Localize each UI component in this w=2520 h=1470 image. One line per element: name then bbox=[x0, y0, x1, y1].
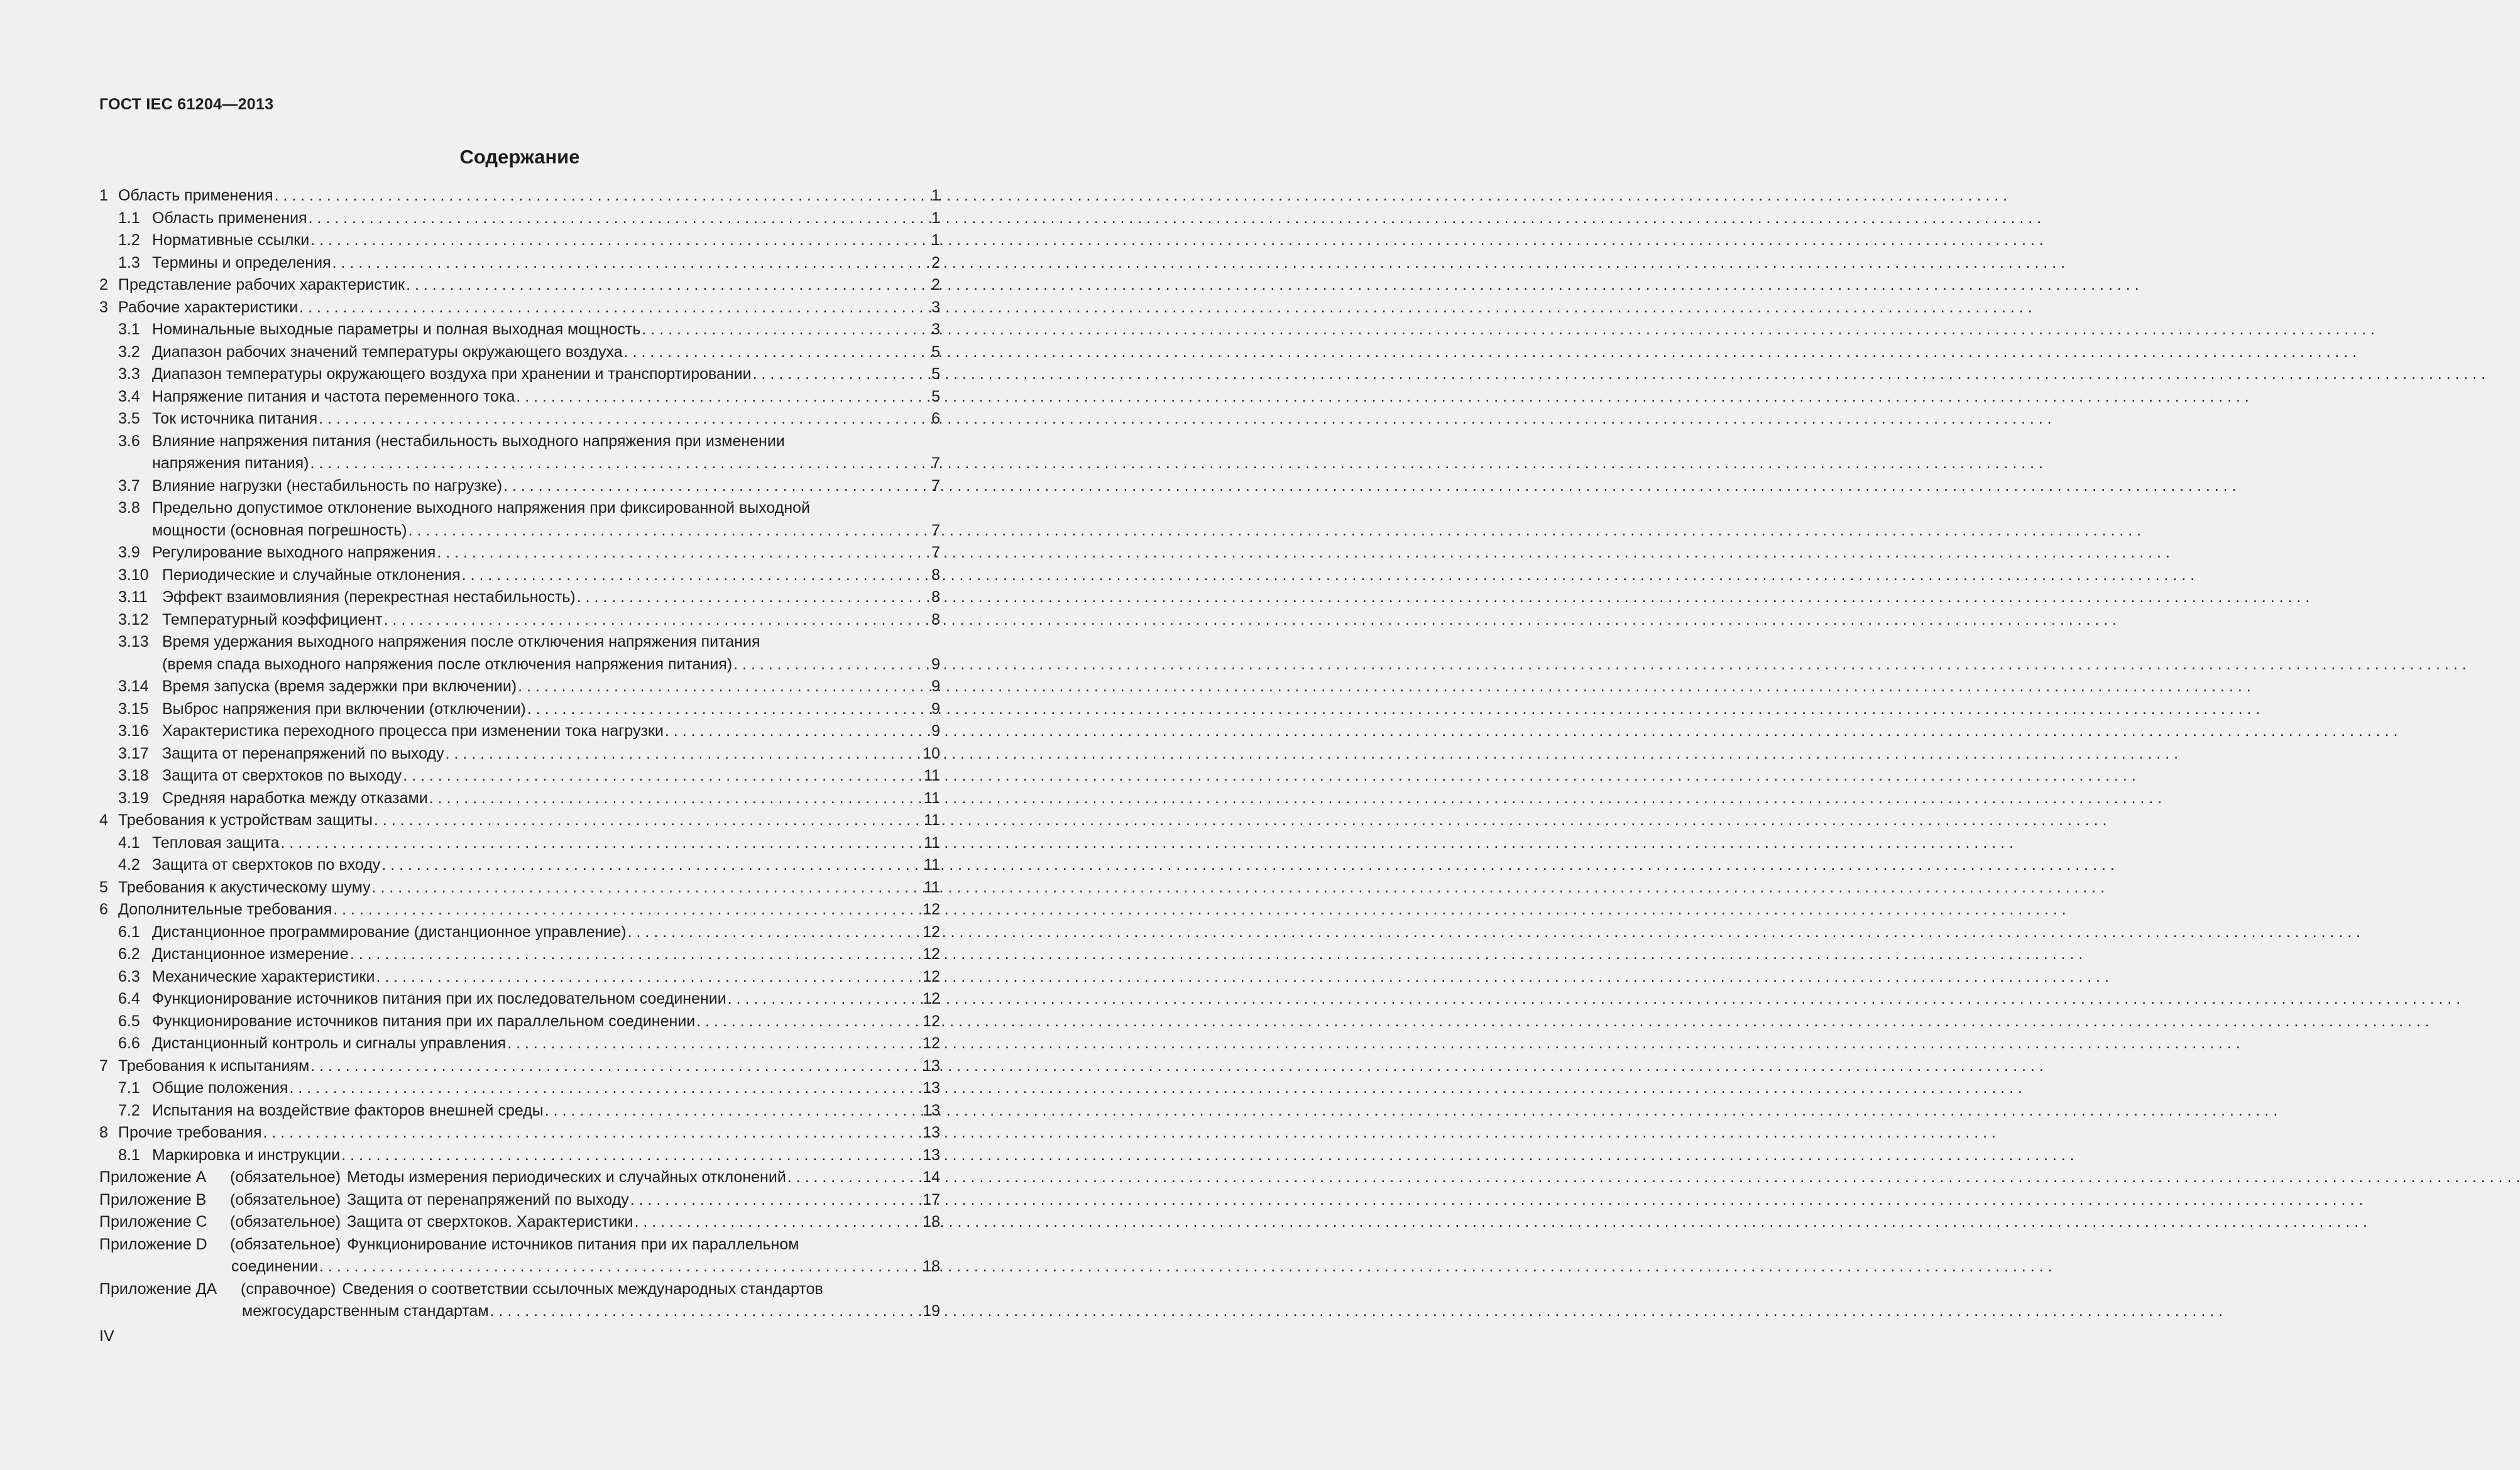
appendix-kind: (обязательное) bbox=[230, 1213, 341, 1231]
dot-leader bbox=[309, 229, 930, 252]
toc-entry-title: Температурный коэффициент bbox=[162, 610, 383, 628]
appendix-kind: (обязательное) bbox=[230, 1168, 341, 1186]
page-number: IV bbox=[99, 1327, 114, 1345]
appendix-label: Приложение А bbox=[99, 1168, 207, 1186]
toc-entry-page: 11 bbox=[924, 789, 940, 807]
dot-leader bbox=[544, 1100, 921, 1122]
toc-entry-page: 12 bbox=[923, 945, 940, 963]
toc-entry-number: 4 bbox=[99, 811, 108, 829]
toc-entry-page: 1 bbox=[931, 231, 940, 249]
dot-leader bbox=[318, 1256, 921, 1278]
dot-leader bbox=[428, 787, 923, 810]
toc-entry-title: Прочие требования bbox=[118, 1124, 262, 1141]
toc-entry-number: 3.4 bbox=[118, 387, 140, 405]
toc-entry-page: 13 bbox=[923, 1124, 940, 1141]
toc-entry-title: Требования к устройствам защиты bbox=[118, 811, 373, 829]
dot-leader bbox=[752, 363, 930, 386]
toc-entry-page: 13 bbox=[923, 1056, 940, 1075]
toc-entry[interactable] bbox=[99, 586, 940, 609]
dot-leader bbox=[502, 475, 930, 498]
toc-entry-page: 1 bbox=[931, 187, 940, 204]
toc-entry-title: Требования к акустическому шуму bbox=[118, 878, 371, 896]
appendix-title-line1: Функционирование источников питания при их параллельном bbox=[347, 1235, 799, 1253]
dot-leader bbox=[627, 921, 922, 944]
toc-entry-number: 3.16 bbox=[118, 722, 149, 740]
toc-entry-title: Требования к испытаниям bbox=[118, 1056, 310, 1075]
toc-entry-page: 11 bbox=[924, 878, 940, 896]
toc-entry[interactable] bbox=[99, 229, 940, 252]
toc-entry[interactable] bbox=[99, 1100, 940, 1122]
toc-entry-number: 1.3 bbox=[118, 253, 140, 272]
toc-entry-title: Защита от сверхтоков по входу bbox=[152, 856, 381, 874]
dot-leader bbox=[349, 943, 921, 966]
toc-entry-page: 2 bbox=[931, 253, 940, 272]
toc-entry-title-line2: мощности (основная погрешность) bbox=[152, 521, 407, 539]
appendix-entry[interactable] bbox=[99, 1166, 940, 1189]
table-of-contents bbox=[99, 185, 940, 1323]
dot-leader bbox=[317, 408, 930, 431]
toc-entry[interactable] bbox=[99, 386, 940, 409]
toc-entry-page: 1 bbox=[931, 209, 940, 227]
toc-entry-title: Тепловая защита bbox=[152, 833, 280, 852]
toc-entry[interactable] bbox=[99, 1011, 940, 1033]
toc-entry[interactable] bbox=[99, 877, 940, 899]
dot-leader bbox=[407, 520, 931, 542]
appendix-label: Приложение В bbox=[99, 1190, 207, 1209]
dot-leader bbox=[371, 877, 923, 899]
toc-entry-title: Номинальные выходные параметры и полная выходная мощность bbox=[152, 321, 641, 338]
appendix-entry[interactable] bbox=[99, 1234, 940, 1278]
toc-entry-page: 8 bbox=[931, 566, 940, 584]
toc-entry[interactable] bbox=[99, 1077, 940, 1100]
toc-entry-number: 4.1 bbox=[118, 833, 140, 852]
toc-entry[interactable] bbox=[99, 921, 940, 944]
toc-entry-number: 6.2 bbox=[118, 945, 140, 963]
toc-entry[interactable] bbox=[99, 676, 940, 698]
appendix-title-line1: Сведения о соответствии ссылочных международных стандартов bbox=[342, 1280, 823, 1298]
toc-entry-page: 2 bbox=[931, 276, 940, 293]
toc-entry-title: Эффект взаимовлияния (перекрестная нестабильность) bbox=[162, 588, 576, 606]
toc-entry-number: 6 bbox=[99, 901, 108, 918]
toc-entry-page: 12 bbox=[923, 1034, 940, 1052]
toc-entry-title: Рабочие характеристики bbox=[118, 298, 299, 316]
document-code: ГОСТ IEC 61204—2013 bbox=[99, 96, 274, 113]
toc-entry[interactable] bbox=[99, 787, 940, 810]
toc-entry-number: 3.9 bbox=[118, 544, 140, 561]
toc-entry-page: 9 bbox=[931, 677, 940, 695]
dot-leader bbox=[340, 1144, 921, 1167]
toc-entry-number: 3.15 bbox=[118, 699, 149, 718]
dot-leader bbox=[461, 564, 930, 587]
toc-entry-title: Ток источника питания bbox=[152, 410, 318, 427]
dot-leader bbox=[273, 185, 931, 207]
toc-entry[interactable] bbox=[99, 832, 940, 855]
dot-leader bbox=[307, 207, 931, 230]
dot-leader bbox=[288, 1077, 921, 1100]
toc-entry-number: 4.2 bbox=[118, 856, 140, 874]
toc-entry[interactable] bbox=[99, 185, 940, 207]
dot-leader bbox=[664, 720, 930, 743]
toc-entry-page: 7 bbox=[931, 544, 940, 561]
toc-entry-number: 6.6 bbox=[118, 1034, 140, 1052]
toc-entry[interactable] bbox=[99, 408, 940, 431]
toc-entry-number: 3.3 bbox=[118, 365, 140, 383]
toc-entry-number: 3.12 bbox=[118, 610, 149, 628]
appendix-kind: (обязательное) bbox=[230, 1190, 341, 1209]
toc-entry[interactable] bbox=[99, 297, 940, 319]
toc-entry-number: 8.1 bbox=[118, 1146, 140, 1164]
toc-entry-page: 9 bbox=[931, 722, 940, 740]
appendix-label: Приложение С bbox=[99, 1213, 207, 1231]
toc-title: Содержание bbox=[459, 146, 580, 168]
dot-leader bbox=[576, 586, 930, 609]
toc-entry-title: Механические характеристики bbox=[152, 967, 375, 985]
appendix-page: 18 bbox=[923, 1213, 940, 1231]
toc-entry-page: 7 bbox=[931, 521, 940, 539]
dot-leader bbox=[786, 1166, 921, 1189]
toc-entry-number: 3 bbox=[99, 298, 108, 316]
toc-entry-title: Регулирование выходного напряжения bbox=[152, 544, 436, 561]
dot-leader bbox=[279, 832, 923, 855]
toc-entry-page: 11 bbox=[924, 856, 940, 874]
toc-entry[interactable] bbox=[99, 319, 940, 341]
toc-entry[interactable] bbox=[99, 207, 940, 230]
dot-leader bbox=[405, 274, 930, 297]
toc-entry-page: 11 bbox=[924, 833, 940, 852]
appendix-label: Приложение D bbox=[99, 1235, 207, 1253]
toc-entry-page: 7 bbox=[931, 476, 940, 495]
toc-entry[interactable] bbox=[99, 966, 940, 989]
toc-entry-page: 12 bbox=[923, 967, 940, 985]
toc-entry-number: 3.13 bbox=[118, 633, 149, 650]
toc-entry-title-line1: Предельно допустимое отклонение выходного напряжения при фиксированной выходной bbox=[152, 499, 811, 517]
dot-leader bbox=[373, 809, 923, 832]
dot-leader bbox=[309, 1055, 921, 1078]
dot-leader bbox=[383, 609, 930, 632]
toc-entry-title: Дистанционный контроль и сигналы управления bbox=[152, 1034, 507, 1052]
toc-entry-number: 5 bbox=[99, 878, 108, 896]
dot-leader bbox=[436, 542, 930, 564]
toc-entry-number: 3.10 bbox=[118, 566, 149, 584]
toc-entry-number: 8 bbox=[99, 1124, 108, 1141]
toc-entry-number: 3.7 bbox=[118, 476, 140, 495]
toc-entry-number: 7.2 bbox=[118, 1101, 140, 1119]
toc-entry-title-line2: (время спада выходного напряжения после отключения напряжения питания) bbox=[162, 655, 733, 673]
toc-entry-title: Дополнительные требования bbox=[118, 901, 332, 918]
appendix-kind: (обязательное) bbox=[230, 1235, 341, 1253]
dot-leader bbox=[623, 341, 930, 364]
dot-leader bbox=[515, 386, 930, 409]
toc-entry[interactable] bbox=[99, 1033, 940, 1055]
dot-leader bbox=[732, 654, 930, 676]
toc-entry[interactable] bbox=[99, 1144, 940, 1167]
toc-entry-page: 3 bbox=[931, 321, 940, 338]
toc-entry[interactable] bbox=[99, 609, 940, 632]
appendix-page: 14 bbox=[923, 1168, 940, 1186]
appendix-entry[interactable] bbox=[99, 1278, 940, 1323]
toc-entry-title: Влияние нагрузки (нестабильность по нагрузке) bbox=[152, 476, 503, 495]
toc-entry-number: 6.1 bbox=[118, 923, 140, 941]
dot-leader bbox=[726, 988, 921, 1011]
toc-entry[interactable] bbox=[99, 475, 940, 498]
dot-leader bbox=[506, 1033, 921, 1055]
dot-leader bbox=[380, 854, 923, 877]
toc-entry[interactable] bbox=[99, 765, 940, 787]
toc-entry-number: 6.5 bbox=[118, 1012, 140, 1030]
toc-entry-page: 10 bbox=[923, 744, 940, 762]
toc-entry-page: 12 bbox=[923, 1012, 940, 1030]
toc-entry-number: 3.17 bbox=[118, 744, 149, 762]
toc-entry-page: 8 bbox=[931, 610, 940, 628]
toc-entry[interactable] bbox=[99, 899, 940, 921]
toc-entry-page: 5 bbox=[931, 365, 940, 383]
toc-entry-title: Диапазон рабочих значений температуры окружающего воздуха bbox=[152, 343, 623, 361]
toc-entry-number: 2 bbox=[99, 276, 108, 293]
toc-entry-title: Дистанционное программирование (дистанционное управление) bbox=[152, 923, 627, 941]
toc-entry[interactable] bbox=[99, 698, 940, 721]
toc-entry-title: Маркировка и инструкции bbox=[152, 1146, 341, 1164]
appendix-title-line2: соединении bbox=[231, 1258, 319, 1275]
toc-entry[interactable] bbox=[99, 720, 940, 743]
toc-entry-title: Защита от перенапряжений по выходу bbox=[162, 744, 444, 762]
toc-entry-number: 1 bbox=[99, 187, 108, 204]
toc-entry-page: 6 bbox=[931, 410, 940, 427]
dot-leader bbox=[489, 1300, 922, 1323]
dot-leader bbox=[517, 676, 930, 698]
toc-entry-page: 9 bbox=[931, 655, 940, 673]
toc-entry-page: 12 bbox=[923, 990, 940, 1007]
toc-entry[interactable] bbox=[99, 497, 940, 542]
toc-entry-number: 6.4 bbox=[118, 990, 140, 1007]
toc-entry[interactable] bbox=[99, 631, 940, 676]
toc-entry-page: 12 bbox=[923, 923, 940, 941]
toc-entry-title: Периодические и случайные отклонения bbox=[162, 566, 461, 584]
toc-entry-page: 7 bbox=[931, 454, 940, 472]
toc-entry-number: 3.11 bbox=[118, 588, 148, 606]
appendix-title: Защита от перенапряжений по выходу bbox=[347, 1190, 629, 1209]
appendix-page: 18 bbox=[923, 1258, 940, 1275]
appendix-title-line2: межгосударственным стандартам bbox=[242, 1302, 489, 1320]
toc-entry-title: Термины и определения bbox=[152, 253, 331, 272]
toc-entry-title: Защита от сверхтоков по выходу bbox=[162, 767, 402, 784]
toc-entry[interactable] bbox=[99, 252, 940, 275]
toc-entry[interactable] bbox=[99, 341, 940, 364]
toc-entry-title: Область применения bbox=[118, 187, 273, 204]
toc-entry[interactable] bbox=[99, 854, 940, 877]
toc-entry-page: 9 bbox=[931, 699, 940, 718]
dot-leader bbox=[309, 453, 931, 475]
toc-entry-title-line1: Время удержания выходного напряжения после отключения напряжения питания bbox=[162, 633, 760, 650]
toc-entry-number: 7.1 bbox=[118, 1079, 140, 1097]
dot-leader bbox=[298, 297, 930, 319]
toc-entry-title: Испытания на воздействие факторов внешней среды bbox=[152, 1101, 544, 1119]
toc-entry[interactable] bbox=[99, 274, 940, 297]
appendix-label: Приложение ДА bbox=[99, 1280, 217, 1298]
toc-entry[interactable] bbox=[99, 809, 940, 832]
toc-entry-number: 3.18 bbox=[118, 767, 149, 784]
appendix-title: Методы измерения периодических и случайных отклонений bbox=[347, 1168, 786, 1186]
dot-leader bbox=[375, 966, 921, 989]
dot-leader bbox=[444, 743, 922, 765]
dot-leader bbox=[695, 1011, 921, 1033]
dot-leader bbox=[526, 698, 930, 721]
toc-entry-page: 12 bbox=[923, 901, 940, 918]
toc-entry-number: 3.14 bbox=[118, 677, 149, 695]
toc-entry[interactable] bbox=[99, 1055, 940, 1078]
toc-entry-title: Функционирование источников питания при их параллельном соединении bbox=[152, 1012, 696, 1030]
toc-entry[interactable] bbox=[99, 1122, 940, 1144]
toc-entry[interactable] bbox=[99, 743, 940, 765]
toc-entry-title: Выброс напряжения при включении (отключении) bbox=[162, 699, 526, 718]
toc-entry-title: Область применения bbox=[152, 209, 307, 227]
toc-entry-page: 11 bbox=[924, 767, 940, 784]
document-page bbox=[0, 0, 1039, 1470]
toc-entry-page: 5 bbox=[931, 343, 940, 361]
toc-entry-page: 13 bbox=[923, 1146, 940, 1164]
toc-entry-number: 3.1 bbox=[118, 321, 140, 338]
appendix-title: Защита от сверхтоков. Характеристики bbox=[347, 1213, 633, 1231]
dot-leader bbox=[332, 899, 921, 921]
toc-entry-title: Представление рабочих характеристик bbox=[118, 276, 405, 293]
appendix-page: 19 bbox=[923, 1302, 940, 1320]
toc-entry-number: 3.6 bbox=[118, 432, 140, 450]
appendix-entry[interactable] bbox=[99, 1189, 940, 1212]
toc-entry-number: 6.3 bbox=[118, 967, 140, 985]
appendix-page: 17 bbox=[923, 1190, 940, 1209]
toc-entry-number: 1.1 bbox=[118, 209, 140, 227]
toc-entry[interactable] bbox=[99, 988, 940, 1011]
appendix-entry[interactable] bbox=[99, 1211, 940, 1234]
dot-leader bbox=[633, 1211, 921, 1234]
toc-entry-number: 3.8 bbox=[118, 499, 140, 517]
toc-entry[interactable] bbox=[99, 564, 940, 587]
toc-entry[interactable] bbox=[99, 431, 940, 475]
toc-entry[interactable] bbox=[99, 363, 940, 386]
toc-entry-page: 8 bbox=[931, 588, 940, 606]
toc-entry-number: 3.19 bbox=[118, 789, 149, 807]
toc-entry-title: Средняя наработка между отказами bbox=[162, 789, 428, 807]
toc-entry[interactable] bbox=[99, 542, 940, 564]
toc-entry-title-line2: напряжения питания) bbox=[152, 454, 309, 472]
toc-entry-title: Общие положения bbox=[152, 1079, 288, 1097]
dot-leader bbox=[402, 765, 923, 787]
dot-leader bbox=[640, 319, 930, 341]
toc-entry-page: 13 bbox=[923, 1079, 940, 1097]
toc-entry-page: 3 bbox=[931, 298, 940, 316]
dot-leader bbox=[629, 1189, 921, 1212]
dot-leader bbox=[261, 1122, 921, 1144]
toc-entry-title-line1: Влияние напряжения питания (нестабильность выходного напряжения при изменении bbox=[152, 432, 785, 450]
toc-entry-number: 3.5 bbox=[118, 410, 140, 427]
appendix-kind: (справочное) bbox=[241, 1280, 336, 1298]
toc-entry-page: 5 bbox=[931, 387, 940, 405]
toc-entry-page: 11 bbox=[924, 811, 940, 829]
toc-entry-title: Дистанционное измерение bbox=[152, 945, 349, 963]
toc-entry-page: 13 bbox=[923, 1101, 940, 1119]
toc-entry[interactable] bbox=[99, 943, 940, 966]
toc-entry-title: Время запуска (время задержки при включении) bbox=[162, 677, 517, 695]
toc-entry-number: 7 bbox=[99, 1056, 108, 1075]
dot-leader bbox=[331, 252, 930, 275]
toc-entry-title: Характеристика переходного процесса при изменении тока нагрузки bbox=[162, 722, 664, 740]
toc-entry-title: Функционирование источников питания при их последовательном соединении bbox=[152, 990, 726, 1007]
toc-entry-title: Нормативные ссылки bbox=[152, 231, 310, 249]
toc-entry-number: 1.2 bbox=[118, 231, 140, 249]
toc-entry-title: Напряжение питания и частота переменного тока bbox=[152, 387, 515, 405]
toc-entry-title: Диапазон температуры окружающего воздуха при хранении и транспортировании bbox=[152, 365, 752, 383]
toc-entry-number: 3.2 bbox=[118, 343, 140, 361]
